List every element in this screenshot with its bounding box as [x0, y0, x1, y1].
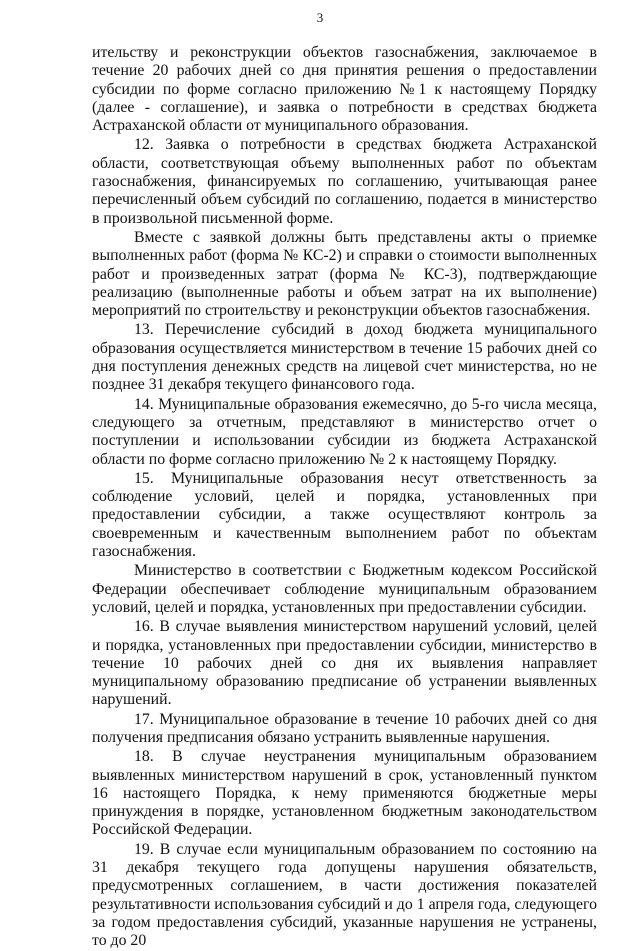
page-number: 3	[316, 10, 324, 25]
paragraph-continuation: ительству и реконструкции объектов газоснабжения, заключаемое в течение 20 рабочих дней со дня принятия решения о предоставлении субсидии по форме согласно приложению №1 к настоящему Порядку (далее - соглашение), и заявка о потребности в средствах бюджета Астраханской области от муниципального образования.	[92, 44, 597, 135]
document-body	[92, 44, 597, 951]
paragraph-18: 18. В случае неустранения муниципальным образованием выявленных министерством нарушений в срок, установленный пунктом 16 настоящего Порядка, к нему применяются бюджетные меры принуждения в порядке, установленном бюджетным законодательством Российской Федерации.	[92, 748, 597, 839]
paragraph-13: 13. Перечисление субсидий в доход бюджета муниципального образования осуществляется министерством в течение 15 рабочих дней со дня поступления денежных средств на лицевой счет министерства, но не позднее 31 декабря текущего финансового года.	[92, 321, 597, 394]
paragraph-15-ministry: Министерство в соответствии с Бюджетным кодексом Российской Федерации обеспечивает соблюдение муниципальным образованием условий, целей и порядка, установленных при предоставлении субсидии.	[92, 562, 597, 616]
paragraph-17: 17. Муниципальное образование в течение 10 рабочих дней со дня получения предписания обязано устранить выявленные нарушения.	[92, 710, 597, 746]
paragraph-19: 19. В случае если муниципальным образованием по состоянию на 31 декабря текущего года допущены нарушения обязательств, предусмотренных соглашением, в части достижения показателей результативности использования субсидий и до 1 апреля года, следующего за годом предоставления субсидий, указанные нарушения не устранены, то до 20	[92, 840, 597, 950]
paragraph-12: 12. Заявка о потребности в средствах бюджета Астраханской области, соответствующая объему выполненных работ по объектам газоснабжения, финансируемых по соглашению, учитывающая ранее перечисленный объем субсидий по соглашению, подается в министерство в произвольной письменной форме.	[92, 136, 597, 227]
paragraph-12-attachments: Вместе с заявкой должны быть представлены акты о приемке выполненных работ (форма № КС-2) и справки о стоимости выполненных работ и произведенных затрат (форма № КС-3), подтверждающие реализацию (выполненные работы и объем затрат на их выполнение) мероприятий по строительству и реконструкции объектов газоснабжения.	[92, 228, 597, 320]
paragraph-15: 15. Муниципальные образования несут ответственность за соблюдение условий, целей и порядка, установленных при предоставлении субсидии, а также осуществляют контроль за своевременным и качественным выполнением работ по объектам газоснабжения.	[92, 469, 597, 561]
paragraph-14: 14. Муниципальные образования ежемесячно, до 5-го числа месяца, следующего за отчетным, представляют в министерство отчет о поступлении и использовании субсидии из бюджета Астраханской области по форме согласно приложению № 2 к настоящему Порядку.	[92, 395, 597, 468]
paragraph-16: 16. В случае выявления министерством нарушений условий, целей и порядка, установленных при предоставлении субсидии, министерство в течение 10 рабочих дней со дня их выявления направляет муниципальному образованию предписание об устранении выявленных нарушений.	[92, 618, 597, 709]
